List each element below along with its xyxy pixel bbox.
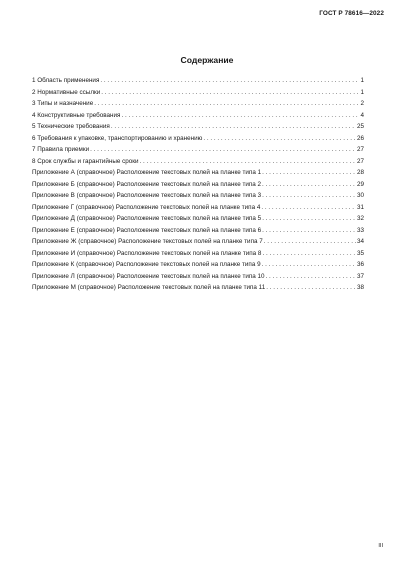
toc-entry-label: 3 Типы и назначение bbox=[32, 100, 94, 107]
document-code: ГОСТ Р 78616—2022 bbox=[319, 10, 384, 17]
toc-entry-label: Приложение В (справочное) Расположение текстовых полей на планке типа 3 bbox=[32, 192, 262, 199]
toc-entry[interactable] bbox=[32, 156, 364, 168]
toc-entry[interactable] bbox=[32, 167, 364, 179]
toc-leader-dots bbox=[140, 156, 356, 168]
toc-leader-dots bbox=[264, 236, 356, 248]
toc-entry-page: 4 bbox=[360, 111, 364, 119]
toc-entry[interactable] bbox=[32, 144, 364, 156]
toc-leader-dots bbox=[203, 133, 356, 145]
toc-entry-page: 29 bbox=[356, 180, 364, 188]
toc-leader-dots bbox=[94, 98, 359, 110]
toc-entry-page: 1 bbox=[360, 77, 364, 84]
toc-entry-label: Приложение Г (справочное) Расположение текстовых полей на планке типа 4 bbox=[32, 203, 261, 211]
toc-entry-page: 37 bbox=[356, 272, 364, 280]
toc-entry-label: Приложение Л (справочное) Расположение текстовых полей на планке типа 10 bbox=[32, 272, 265, 280]
toc-entry[interactable] bbox=[32, 282, 364, 294]
toc-entry[interactable] bbox=[32, 259, 364, 271]
toc-entry-page: 38 bbox=[356, 284, 364, 291]
toc-leader-dots bbox=[262, 190, 356, 202]
toc-entry-label: Приложение И (справочное) Расположение текстовых полей на планке типа 8 bbox=[32, 249, 262, 257]
toc-leader-dots bbox=[262, 213, 356, 225]
toc-entry-page: 27 bbox=[356, 157, 364, 165]
toc-leader-dots bbox=[101, 87, 359, 99]
toc-entry[interactable] bbox=[32, 121, 364, 133]
toc-entry-page: 34 bbox=[356, 238, 364, 245]
toc-entry-page: 2 bbox=[360, 100, 364, 107]
toc-entry[interactable] bbox=[32, 110, 364, 122]
toc-leader-dots bbox=[266, 282, 356, 294]
toc-entry-page: 27 bbox=[356, 146, 364, 153]
toc-leader-dots bbox=[261, 202, 356, 214]
toc-entry-label: Приложение Ж (справочное) Расположение текстовых полей на планке типа 7 bbox=[32, 238, 263, 245]
toc-entry[interactable] bbox=[32, 75, 364, 87]
toc-leader-dots bbox=[262, 248, 356, 260]
toc-entry-label: Приложение К (справочное) Расположение текстовых полей на планке типа 9 bbox=[32, 261, 261, 268]
toc-entry-page: 32 bbox=[356, 215, 364, 222]
toc-entry-page: 28 bbox=[356, 169, 364, 176]
toc-leader-dots bbox=[121, 110, 359, 122]
toc-entry-page: 31 bbox=[356, 203, 364, 211]
toc-entry[interactable] bbox=[32, 213, 364, 225]
toc-entry-label: Приложение Б (справочное) Расположение текстовых полей на планке типа 2 bbox=[32, 180, 262, 188]
toc-leader-dots bbox=[266, 271, 356, 283]
toc-leader-dots bbox=[262, 167, 356, 179]
toc-entry-label: 2 Нормативные ссылки bbox=[32, 88, 101, 96]
page-number: III bbox=[378, 543, 383, 549]
toc-entry-label: 8 Срок службы и гарантийные сроки bbox=[32, 157, 139, 165]
toc-leader-dots bbox=[262, 179, 356, 191]
toc-entry[interactable] bbox=[32, 190, 364, 202]
toc-entry-page: 30 bbox=[356, 192, 364, 199]
toc-entry[interactable] bbox=[32, 248, 364, 260]
toc-entry-page: 33 bbox=[356, 226, 364, 234]
toc-entry-page: 36 bbox=[356, 261, 364, 268]
toc-entry-label: 1 Область применения bbox=[32, 77, 100, 84]
toc-entry[interactable] bbox=[32, 225, 364, 237]
toc-entry-label: Приложение Е (справочное) Расположение текстовых полей на планке типа 6 bbox=[32, 226, 262, 234]
toc-entry-page: 26 bbox=[356, 134, 364, 142]
toc-entry[interactable] bbox=[32, 179, 364, 191]
toc-entry-page: 35 bbox=[356, 249, 364, 257]
toc-entry[interactable] bbox=[32, 98, 364, 110]
toc-entry-label: Приложение Д (справочное) Расположение текстовых полей на планке типа 5 bbox=[32, 215, 262, 222]
toc-entry-label: 5 Технические требования bbox=[32, 123, 110, 130]
toc-entry-label: 6 Требования к упаковке, транспортированию и хранению bbox=[32, 134, 203, 142]
toc-entry[interactable] bbox=[32, 271, 364, 283]
toc-leader-dots bbox=[100, 75, 359, 87]
toc-leader-dots bbox=[111, 121, 356, 133]
toc-entry[interactable] bbox=[32, 133, 364, 145]
toc-entry[interactable] bbox=[32, 202, 364, 214]
toc-entry-label: Приложение М (справочное) Расположение текстовых полей на планке типа 11 bbox=[32, 284, 266, 291]
toc-entry-label: Приложение А (справочное) Расположение текстовых полей на планке типа 1 bbox=[32, 169, 262, 176]
toc-entry-label: 7 Правила приемки bbox=[32, 146, 90, 153]
toc-leader-dots bbox=[90, 144, 356, 156]
toc-title: Содержание bbox=[180, 55, 234, 65]
toc-entry-page: 1 bbox=[360, 88, 364, 96]
toc-entry-label: 4 Конструктивные требования bbox=[32, 111, 121, 119]
table-of-contents bbox=[32, 75, 364, 294]
toc-entry[interactable] bbox=[32, 87, 364, 99]
toc-entry[interactable] bbox=[32, 236, 364, 248]
toc-entry-page: 25 bbox=[356, 123, 364, 130]
toc-leader-dots bbox=[262, 225, 356, 237]
toc-leader-dots bbox=[262, 259, 356, 271]
